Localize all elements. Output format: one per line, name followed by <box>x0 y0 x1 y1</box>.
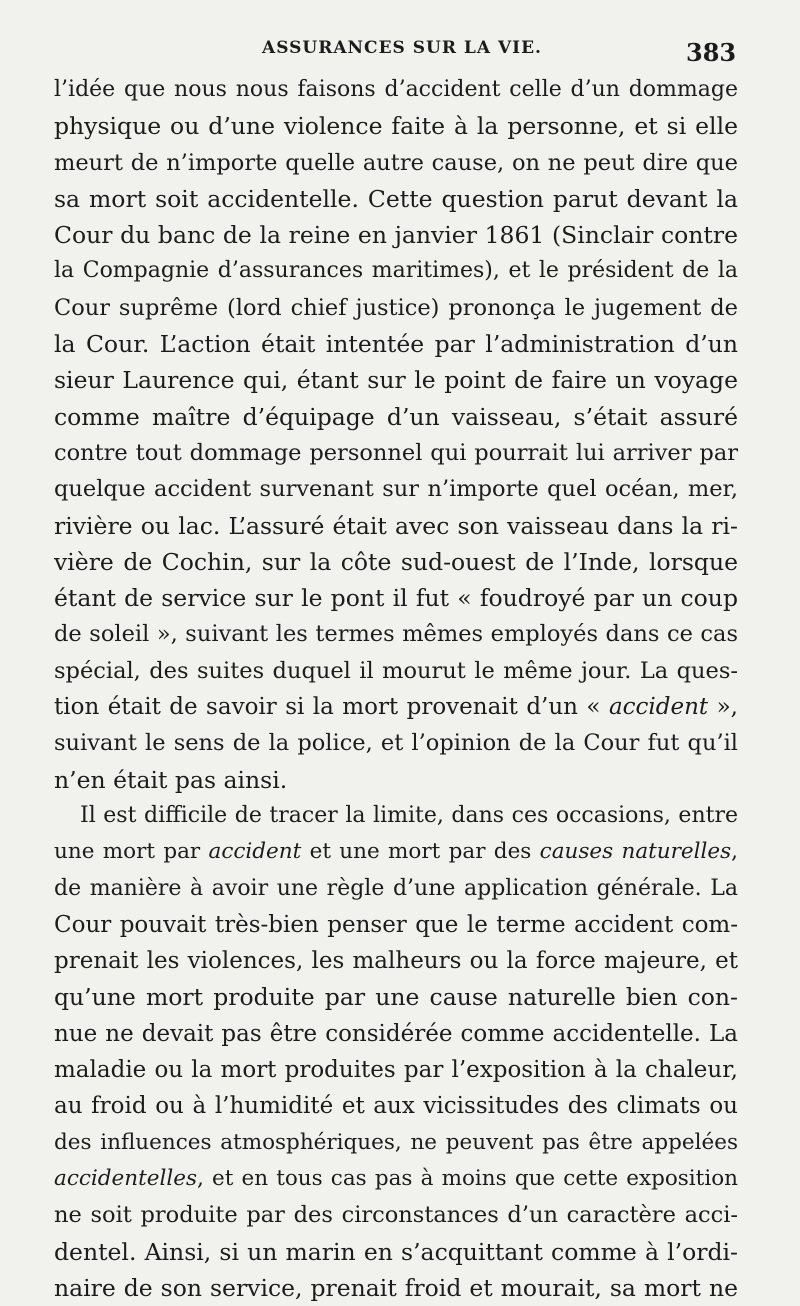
text-line: dentel. Ainsi, si un marin en s’acquittant comme à l’ordi- <box>54 1237 738 1266</box>
text-line: étant de service sur le pont il fut « foudroyé par un coup <box>54 584 738 613</box>
text-line: naire de son service, prenait froid et mourait, sa mort ne <box>54 1273 738 1302</box>
text-line: Cour suprême (lord chief justice) prononça le jugement de <box>54 294 738 321</box>
text-line: meurt de n’importe quelle autre cause, on ne peut dire que <box>54 149 738 176</box>
text-line: vière de Cochin, sur la côte sud-ouest de l’Inde, lorsque <box>54 547 738 576</box>
text-line: maladie ou la mort produites par l’exposition à la chaleur, <box>54 1057 738 1084</box>
text-segment: une mort par <box>54 839 209 865</box>
text-line: sa mort soit accidentelle. Cette question parut devant la <box>54 184 738 213</box>
text-segment: et une mort par des <box>301 839 540 865</box>
running-head <box>0 32 800 72</box>
text-line: suivant le sens de la police, et l’opinion de la Cour fut qu’il <box>54 730 738 757</box>
text-line <box>54 834 738 870</box>
italic-term: causes naturelles <box>539 839 732 865</box>
body-text <box>54 72 738 1306</box>
text-line: n’en était pas ainsi. <box>54 765 288 794</box>
text-line: quelque accident survenant sur n’importe quel océan, mer, <box>54 476 738 503</box>
italic-term: accidentelles <box>54 1165 197 1191</box>
text-segment: , <box>731 839 739 865</box>
text-line: Cour pouvait très-bien penser que le terme accident com- <box>54 911 738 938</box>
page-number: 383 <box>686 38 737 67</box>
text-line: Cour du banc de la reine en janvier 1861 (Sinclair contre <box>54 221 738 250</box>
text-line: de manière à avoir une règle d’une application générale. La <box>54 875 738 901</box>
text-line: au froid ou à l’humidité et aux vicissitudes des climats ou <box>54 1093 738 1120</box>
text-line: sieur Laurence qui, étant sur le point de faire un voyage <box>54 366 738 395</box>
text-segment: , et en tous cas pas à moins que cette exposition <box>196 1165 738 1191</box>
text-line: la Cour. L’action était intentée par l’administration d’un <box>54 330 738 359</box>
text-line: des influences atmosphériques, ne peuvent pas être appelées <box>54 1129 738 1155</box>
text-line: nue ne devait pas être considérée comme accidentelle. La <box>54 1020 738 1047</box>
text-line: la Compagnie d’assurances maritimes), et le président de la <box>54 258 738 284</box>
text-line: qu’une mort produite par une cause naturelle bien con- <box>54 983 738 1012</box>
text-line: physique ou d’une violence faite à la personne, et si elle <box>54 112 738 141</box>
text-line: contre tout dommage personnel qui pourrait lui arriver par <box>54 439 738 466</box>
running-title: ASSURANCES SUR LA VIE. <box>262 38 542 58</box>
text-line: comme maître d’équipage d’un vaisseau, s’était assuré <box>54 402 738 431</box>
text-segment: », <box>708 694 738 721</box>
text-segment: tion était de savoir si la mort provenait d’un « <box>54 694 609 721</box>
text-line: de soleil », suivant les termes mêmes employés dans ce cas <box>54 621 738 648</box>
text-line: ne soit produite par des circonstances d’un caractère acci- <box>54 1202 738 1229</box>
text-line <box>54 689 738 725</box>
text-line: spécial, des suites duquel il mourut le même jour. La ques- <box>54 657 738 684</box>
text-line: prenait les violences, les malheurs ou la force majeure, et <box>54 948 738 975</box>
text-line: Il est difficile de tracer la limite, dans ces occasions, entre <box>80 802 738 828</box>
text-line: rivière ou lac. L’assuré était avec son vaisseau dans la ri- <box>54 511 738 540</box>
text-line <box>54 1161 738 1197</box>
text-line: l’idée que nous nous faisons d’accident celle d’un dommage <box>54 77 738 102</box>
italic-term: accident <box>608 694 709 721</box>
italic-term: accident <box>208 839 302 865</box>
